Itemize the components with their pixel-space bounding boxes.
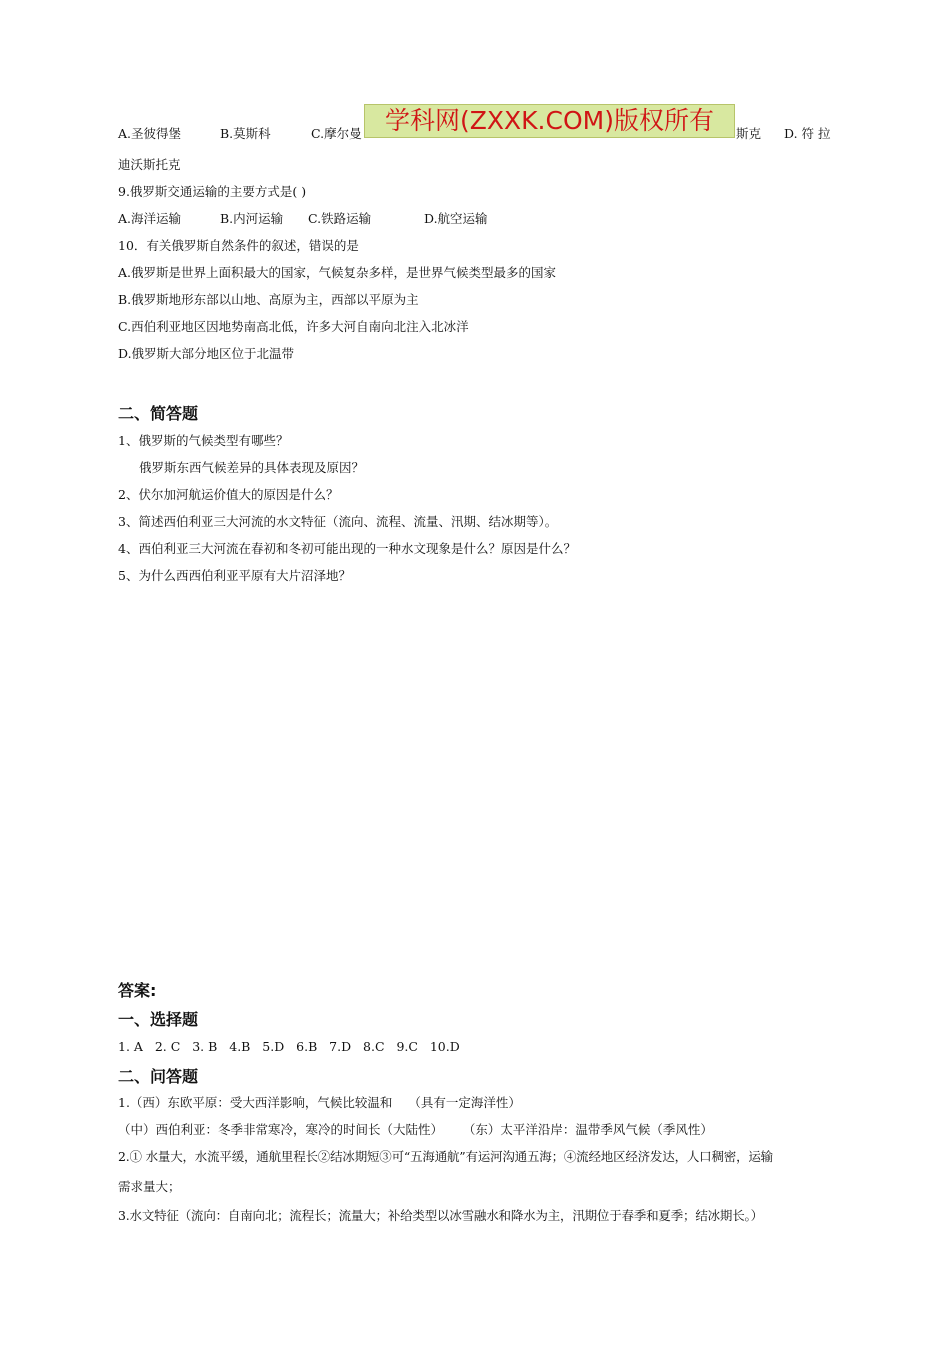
- q8-option-a: A.圣彼得堡: [118, 126, 182, 141]
- q10-option-b: B.俄罗斯地形东部以山地、高原为主，西部以平原为主: [118, 292, 419, 307]
- section2-item: 俄罗斯东西气候差异的具体表现及原因？: [139, 460, 365, 475]
- q8-option-c: C.摩尔曼: [311, 126, 362, 141]
- answers-qa-line: （中）西伯利亚：冬季非常寒冷，寒冷的时间长（大陆性） （东）太平洋沿岸：温带季风气候（季风性）: [118, 1122, 713, 1137]
- answers-qa-line: 3.水文特征（流向：自南向北；流程长；流量大；补给类型以冰雪融水和降水为主，汛期位于春季和夏季；结冰期长。）: [118, 1208, 763, 1223]
- section2-item: 4、西伯利亚三大河流在春初和冬初可能出现的一种水文现象是什么？原因是什么？: [118, 541, 576, 556]
- q8-option-d-continued: 迪沃斯托克: [118, 157, 181, 172]
- answers-choice-list: 1. A 2. C 3. B 4.B 5.D 6.B 7.D 8.C 9.C 10.D: [118, 1039, 460, 1054]
- answers-qa-line: 2.① 水量大，水流平缓，通航里程长②结冰期短③可“五海通航”有运河沟通五海；④流经地区经济发达，人口稠密，运输: [118, 1149, 773, 1164]
- section2-item: 2、伏尔加河航运价值大的原因是什么？: [118, 487, 339, 502]
- q10-option-a: A.俄罗斯是世界上面积最大的国家，气候复杂多样，是世界气候类型最多的国家: [118, 265, 557, 280]
- q8-option-b: B.莫斯科: [220, 126, 271, 141]
- q8-option-d: D. 符 拉: [784, 126, 831, 141]
- answers-choice-title: 一、选择题: [118, 1010, 199, 1029]
- q8-option-c-tail: 斯克: [736, 126, 762, 141]
- q10-option-d: D.俄罗斯大部分地区位于北温带: [118, 346, 295, 361]
- q9-option-c: C.铁路运输: [308, 211, 372, 226]
- q9-option-b: B.内河运输: [220, 211, 284, 226]
- section2-item: 5、为什么西西伯利亚平原有大片沼泽地？: [118, 568, 351, 583]
- answers-qa-title: 二、问答题: [118, 1067, 199, 1086]
- q9-option-a: A.海洋运输: [118, 211, 182, 226]
- section2-item: 1、俄罗斯的气候类型有哪些？: [118, 433, 289, 448]
- q9-option-d: D.航空运输: [424, 211, 488, 226]
- q10-stem: 10．有关俄罗斯自然条件的叙述，错误的是: [118, 238, 359, 253]
- answers-qa-line: 需求量大；: [118, 1179, 181, 1194]
- section2-item: 3、简述西伯利亚三大河流的水文特征（流向、流程、流量、汛期、结冰期等）。: [118, 514, 558, 529]
- answers-qa-line: 1.（西）东欧平原：受大西洋影响，气候比较温和 （具有一定海洋性）: [118, 1095, 521, 1110]
- watermark-banner: 学科网(ZXXK.COM)版权所有: [364, 104, 735, 138]
- answers-title: 答案:: [118, 981, 157, 1000]
- section2-title: 二、简答题: [118, 404, 199, 423]
- q10-option-c: C.西伯利亚地区因地势南高北低，许多大河自南向北注入北冰洋: [118, 319, 469, 334]
- q9-stem: 9.俄罗斯交通运输的主要方式是( ): [118, 184, 307, 199]
